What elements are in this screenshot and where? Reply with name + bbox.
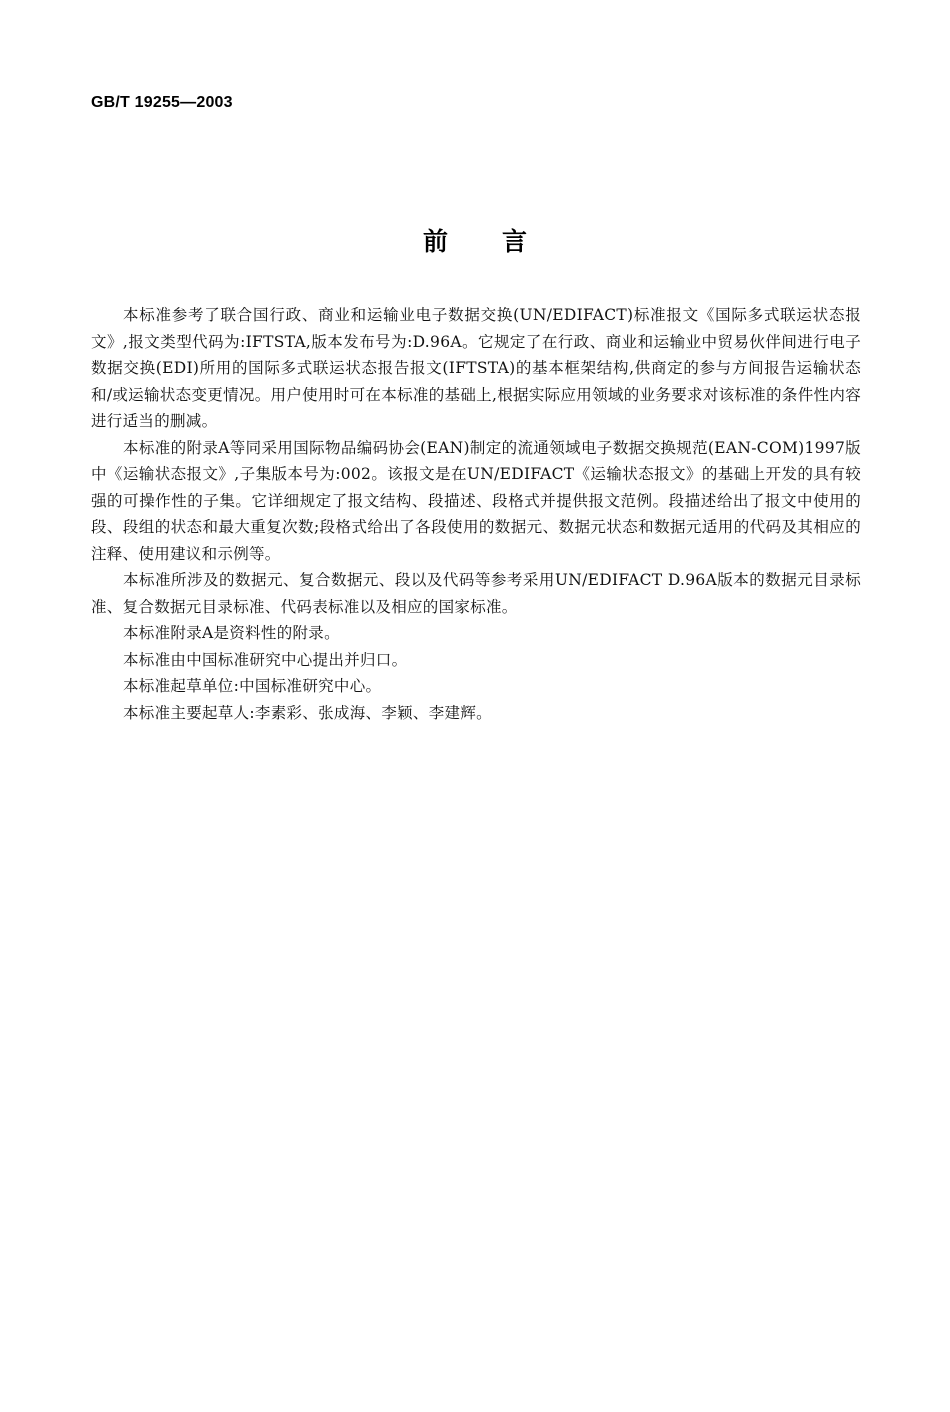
paragraph-drafting-unit: 本标准起草单位:中国标准研究中心。: [123, 677, 382, 695]
paragraph-proposer: 本标准由中国标准研究中心提出并归口。: [123, 650, 408, 669]
paragraph-data-elements: 本标准所涉及的数据元、复合数据元、段以及代码等参考采用UN/EDIFACT D.96A版本的数据元目录标准、复合数据元目录标准、代码表标准以及相应的国家标准。: [91, 571, 861, 616]
paragraph-drafters: 本标准主要起草人:李素彩、张成海、李颖、李建辉。: [123, 703, 492, 722]
standard-number: GB/T 19255—2003: [91, 94, 233, 111]
paragraph-annex-a: 本标准的附录A等同采用国际物品编码协会(EAN)制定的流通领域电子数据交换规范(EAN-COM)1997版中《运输状态报文》,子集版本号为:002。该报文是在UN/EDIFACT《运输状态报文》的基础上开发的具有较强的可操作性的子集。它详细规定了报文结构、段描述、段格式并提供报文范例。段描述给出了报文中使用的段、段组的状态和最大重复次数;段格式给出了各段使用的数据元、数据元状态和数据元适用的代码及其相应的注释、使用建议和示例等。: [91, 438, 861, 563]
page-title: 前言: [422, 227, 581, 256]
foreword-body: [91, 302, 861, 726]
paragraph-scope: 本标准参考了联合国行政、商业和运输业电子数据交换(UN/EDIFACT)标准报文《国际多式联运状态报文》,报文类型代码为:IFTSTA,版本发布号为:D.96A。它规定了在行政、商业和运输业中贸易伙伴间进行电子数据交换(EDI)所用的国际多式联运状态报告报文(IFTSTA)的基本框架结构,供商定的参与方间报告运输状态和/或运输状态变更情况。用户使用时可在本标准的基础上,根据实际应用领域的业务要求对该标准的条件性内容进行适当的删减。: [91, 306, 861, 430]
paragraph-annex-informative: 本标准附录A是资料性的附录。: [123, 624, 340, 642]
